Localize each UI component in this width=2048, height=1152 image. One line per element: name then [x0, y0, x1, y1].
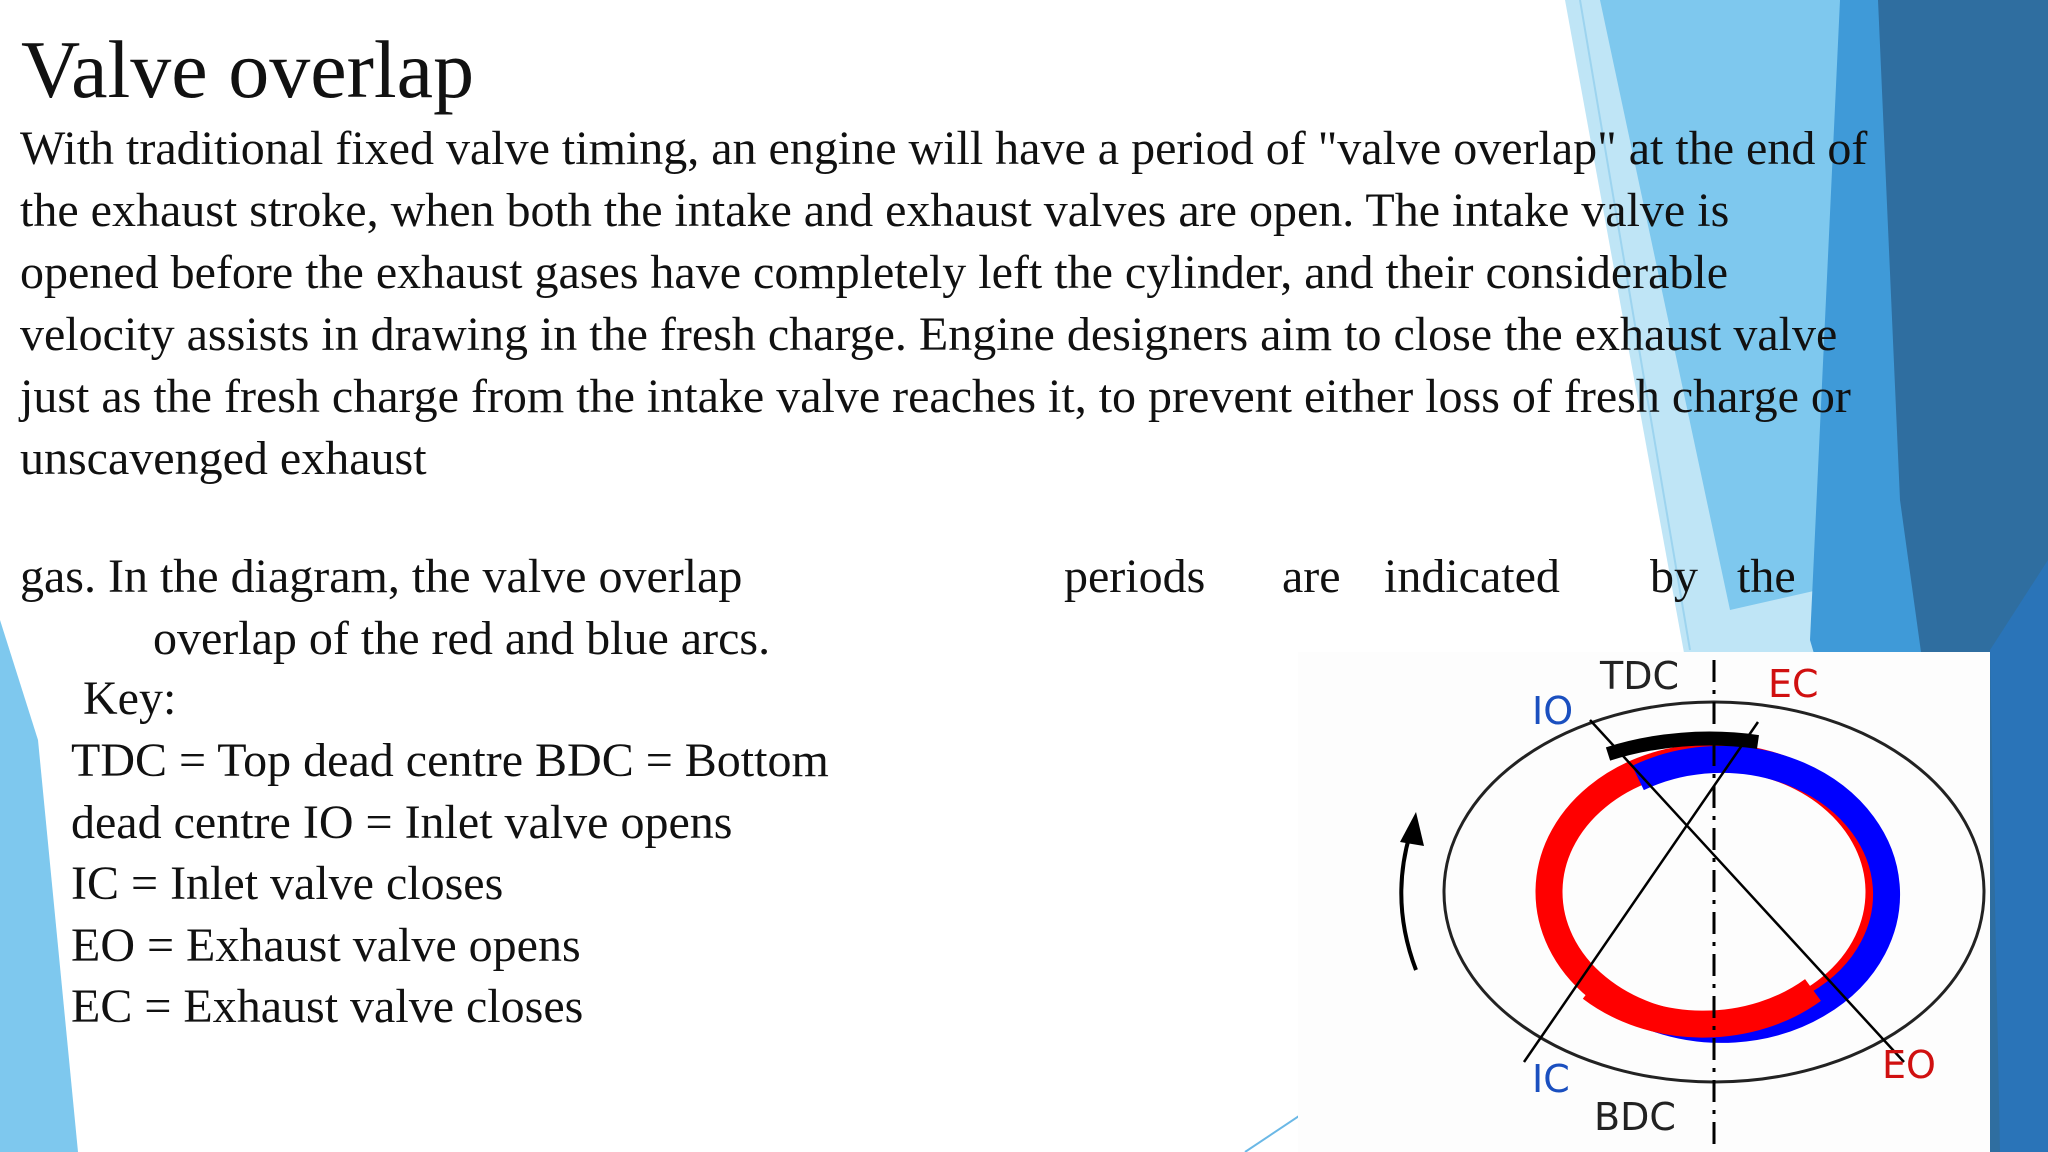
paragraph-line: the exhaust stroke, when both the intake and exhaust valves are open. The intake valve is — [20, 184, 1730, 237]
valve-timing-diagram — [1298, 652, 1990, 1152]
key-list — [71, 730, 829, 1038]
paragraph-line: With traditional fixed valve timing, an engine will have a period of "valve overlap" at the end of — [20, 122, 1868, 175]
diagram-description-line — [20, 546, 1820, 608]
description-word: are — [1282, 550, 1341, 603]
eo-label: EO — [1882, 1043, 1936, 1087]
exhaust-valve-arc — [1638, 759, 1887, 1029]
key-item: EC = Exhaust valve closes — [71, 980, 584, 1033]
key-heading: Key: — [83, 672, 177, 725]
description-word: by — [1650, 550, 1698, 603]
key-item: TDC = Top dead centre BDC = Bottom — [71, 734, 829, 787]
paragraph-line: unscavenged exhaust — [20, 432, 427, 485]
body-paragraph — [20, 118, 2030, 490]
slide-title: Valve overlap — [21, 24, 475, 115]
paragraph-line: opened before the exhaust gases have completely left the cylinder, and their considerable — [20, 246, 1729, 299]
rotation-arrow — [1401, 834, 1416, 970]
description-text: gas. In the diagram, the valve overlap — [20, 550, 743, 603]
description-word: indicated — [1384, 550, 1560, 603]
valve-timing-diagram-svg — [1298, 652, 1990, 1152]
key-item: dead centre IO = Inlet valve opens — [71, 795, 733, 849]
paragraph-line: just as the fresh charge from the intake valve reaches it, to prevent either loss of fresh charge or — [20, 370, 1851, 423]
description-word: periods — [1064, 550, 1206, 603]
paragraph-line: velocity assists in drawing in the fresh charge. Engine designers aim to close the exhaust valve — [20, 308, 1838, 361]
io-label: IO — [1532, 689, 1574, 733]
bdc-label: BDC — [1594, 1095, 1676, 1139]
description-word: the — [1737, 550, 1796, 603]
ec-label: EC — [1768, 662, 1819, 706]
rotation-arrow-head-icon — [1400, 812, 1424, 846]
inlet-bottom-arc — [1591, 988, 1813, 1024]
tdc-label: TDC — [1600, 654, 1680, 698]
ic-label: IC — [1532, 1057, 1570, 1101]
key-item: IC = Inlet valve closes — [71, 857, 504, 910]
description-continuation: overlap of the red and blue arcs. — [153, 612, 771, 665]
key-item: EO = Exhaust valve opens — [71, 918, 581, 972]
